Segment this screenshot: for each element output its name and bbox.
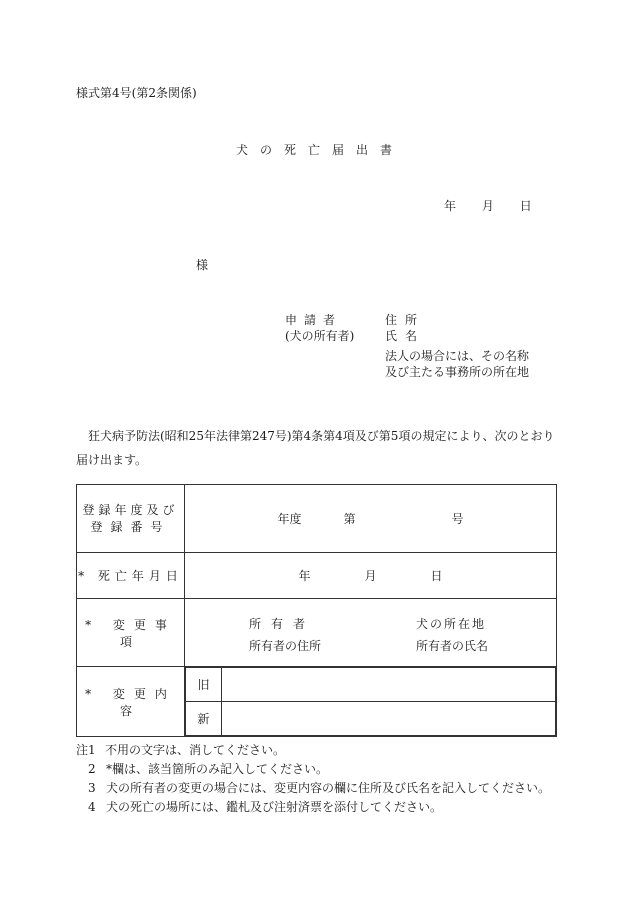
day-label: 日: [519, 199, 532, 213]
table-row: [77, 553, 557, 599]
death-month-label: 月: [364, 569, 377, 583]
change-content-inner-table: [185, 667, 556, 736]
death-date-label: * 死亡年月日: [77, 553, 185, 599]
old-value-field[interactable]: [222, 668, 556, 702]
note-text: *欄は、該当箇所のみ記入してください。: [106, 762, 329, 776]
note-item: [76, 741, 550, 760]
change-content-cell: [185, 667, 557, 737]
option-owner-address[interactable]: 所有者の住所: [249, 639, 322, 653]
applicant-block: [285, 312, 425, 344]
form-table: [76, 484, 557, 737]
fiscal-year-label: 年度: [277, 512, 302, 526]
new-row: [186, 702, 556, 736]
submission-date: [444, 197, 532, 214]
option-dog-location[interactable]: 犬の所在地: [416, 617, 487, 631]
month-label: 月: [481, 199, 494, 213]
registration-label-line1: 登録年度及び: [82, 502, 179, 517]
notes-list: [76, 741, 550, 817]
change-content-label: * 変更内容: [77, 667, 185, 737]
note-number: 注1: [76, 743, 96, 757]
table-row: [77, 599, 557, 667]
owner-label: (犬の所有者): [285, 329, 355, 343]
death-date-value-cell[interactable]: [185, 553, 557, 599]
table-row: [77, 667, 557, 737]
note-number: 4: [88, 800, 96, 814]
note-text: 犬の死亡の場所には、鑑札及び注射済票を添付してください。: [106, 800, 443, 814]
option-owner-name[interactable]: 所有者の氏名: [416, 639, 489, 653]
note-number: 2: [88, 762, 96, 776]
note-text: 不用の文字は、消してください。: [105, 743, 286, 757]
new-value-field[interactable]: [222, 702, 556, 736]
note-text: 犬の所有者の変更の場合には、変更内容の欄に住所及び氏名を記入してください。: [106, 781, 551, 795]
note-number: 3: [88, 781, 96, 795]
registration-label-cell: [77, 485, 185, 553]
corporation-note-line1: 法人の場合には、その名称: [385, 349, 530, 363]
registration-value-cell[interactable]: [185, 485, 557, 553]
registration-label-line2: 登録番号: [90, 519, 171, 534]
death-day-label: 日: [430, 569, 443, 583]
document-title: 犬の死亡届出書: [236, 143, 405, 157]
applicant-row-name: [285, 328, 425, 344]
name-label: 氏名: [385, 329, 426, 343]
form-code: 様式第4号(第2条関係): [76, 86, 197, 100]
option-owner[interactable]: 所有者: [249, 617, 316, 631]
death-year-label: 年: [298, 569, 311, 583]
number-prefix-label: 第: [343, 512, 356, 526]
address-label: 住所: [385, 313, 426, 327]
corporation-note-line2: 及び主たる事務所の所在地: [385, 365, 530, 379]
addressee-honorific: 様: [196, 258, 209, 272]
corporation-note: [385, 348, 529, 380]
note-item: [76, 779, 550, 798]
table-row: [77, 485, 557, 553]
body-text: 狂犬病予防法(昭和25年法律第247号)第4条第4項及び第5項の規定により、次のとおり届け出ます。: [76, 429, 555, 467]
note-item: [76, 798, 550, 817]
old-row: [186, 668, 556, 702]
change-item-options-cell: [185, 599, 557, 667]
new-label: 新: [186, 702, 222, 736]
applicant-label: 申請者: [285, 313, 343, 327]
number-suffix-label: 号: [451, 512, 464, 526]
year-label: 年: [444, 199, 457, 213]
note-item: [76, 760, 550, 779]
old-label: 旧: [186, 668, 222, 702]
applicant-row-address: [285, 312, 425, 328]
change-item-label: * 変更事項: [77, 599, 185, 667]
